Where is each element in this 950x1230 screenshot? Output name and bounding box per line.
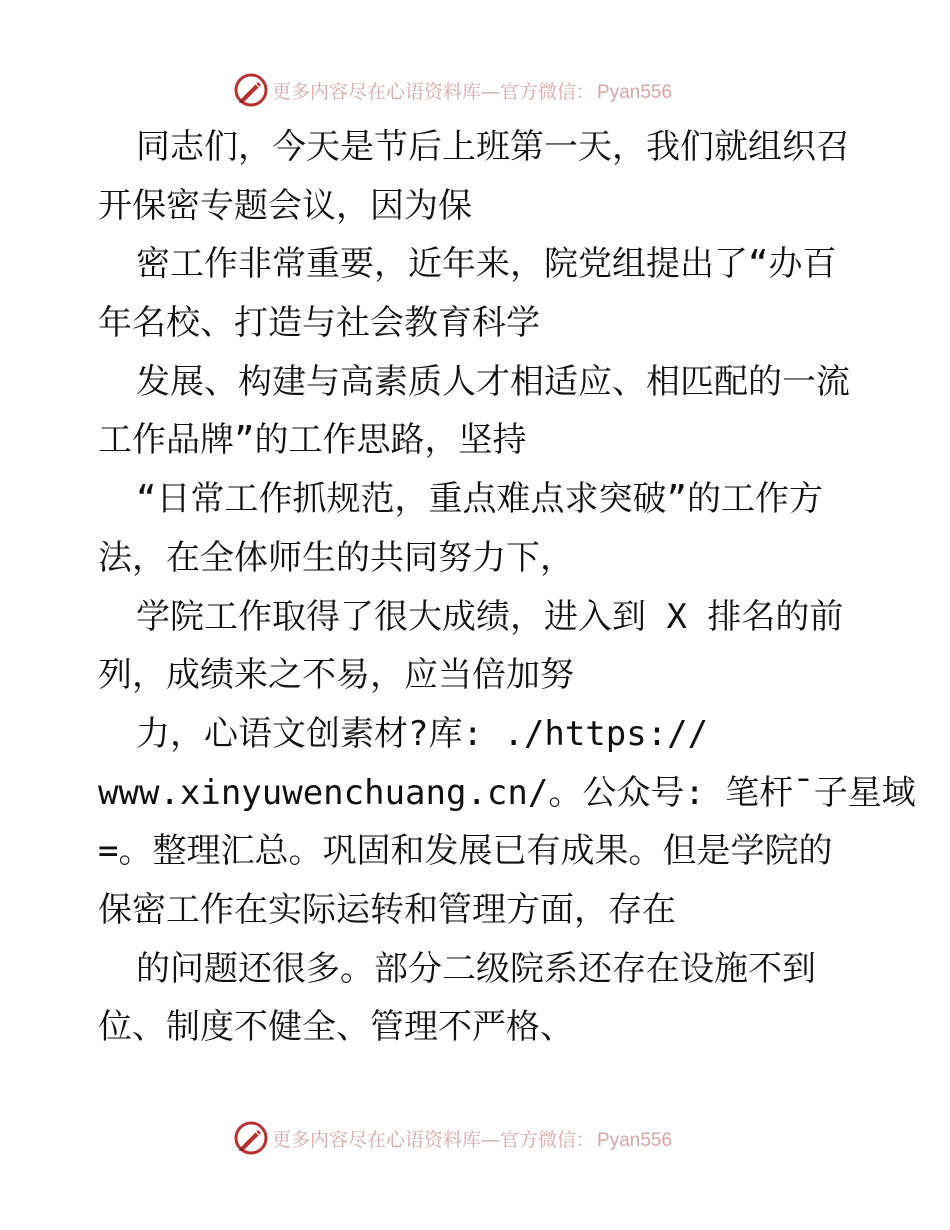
body-line: 的问题还很多。部分二级院系还存在设施不到 [136,948,816,989]
banner-separator: — [481,1128,501,1151]
body-line: 列，成绩来之不易，应当倍加努 [98,655,574,696]
header-banner [234,73,672,107]
body-line: 力，心语文创素材?库: ./https:// [136,713,709,754]
body-line: 法，在全体师生的共同努力下， [98,537,574,578]
body-line: =。整理汇总。巩固和发展已有成果。但是学院的 [98,831,833,872]
document-body [98,118,916,1057]
pen-logo-icon [234,1121,268,1155]
body-line: “日常工作抓规范，重点难点求突破”的工作方 [136,479,823,520]
body-line: 开保密专题会议，因为保 [98,185,472,226]
banner-wechat-id: Pyan556 [597,81,673,103]
banner-wechat-id: Pyan556 [597,1129,673,1151]
body-line: 同志们，今天是节后上班第一天，我们就组织召 [136,127,850,167]
banner-wechat-label: 官方微信： [500,1128,596,1151]
banner-main: 更多内容尽在心语资料库 [272,1128,482,1151]
banner-text [272,1125,672,1152]
footer-banner [234,1121,672,1155]
pen-logo-icon [234,73,268,107]
body-line: 发展、构建与高素质人才相适应、相匹配的一流 [136,361,850,402]
banner-wechat-label: 官方微信： [500,80,596,103]
banner-main: 更多内容尽在心语资料库 [272,80,482,103]
body-line: 工作品牌”的工作思路，坚持 [98,420,527,461]
body-line: 保密工作在实际运转和管理方面，存在 [98,889,676,930]
body-line: 位、制度不健全、管理不严格、 [98,1007,574,1048]
body-line: 密工作非常重要，近年来，院党组提出了“办百 [136,244,837,285]
banner-separator: — [481,80,501,103]
banner-text [272,77,672,104]
body-line: www.xinyuwenchuang.cn/。公众号: 笔杆¯子星域 [98,772,916,813]
body-line: 年名校、打造与社会教育科学 [98,303,540,344]
body-line: 学院工作取得了很大成绩，进入到 X 排名的前 [136,596,844,637]
